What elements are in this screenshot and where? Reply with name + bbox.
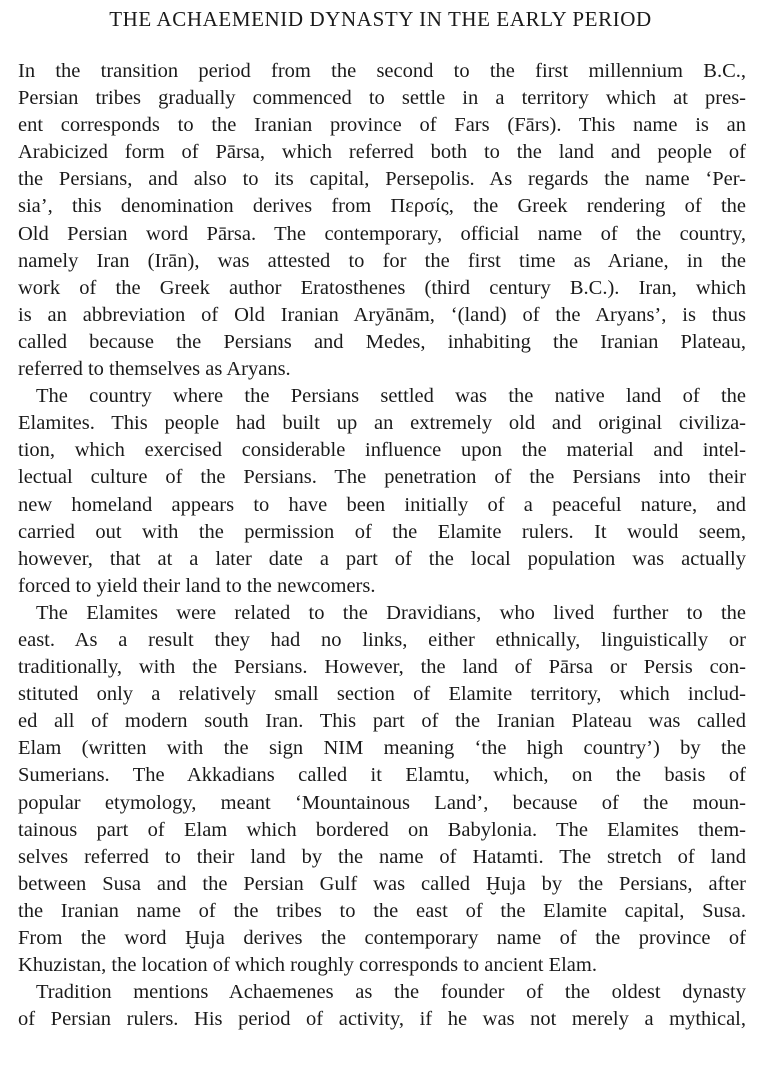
text-line: carried out with the permission of the Elamite rulers. It would seem, xyxy=(18,520,746,543)
text-line: east. As a result they had no links, either ethnically, linguistically or xyxy=(18,628,746,651)
paragraph-4 xyxy=(18,979,746,1033)
body-text xyxy=(18,58,746,1033)
text-line: however, that at a later date a part of the local population was actually xyxy=(18,547,746,570)
text-line: Elamites. This people had built up an extremely old and original civiliza- xyxy=(18,412,746,435)
text-line: stituted only a relatively small section of Elamite territory, which includ- xyxy=(18,683,746,706)
text-line: the Iranian name of the tribes to the east of the Elamite capital, Susa. xyxy=(18,899,746,922)
text-line: Khuzistan, the location of which roughly corresponds to ancient Elam. xyxy=(18,954,597,977)
text-line: Elam (written with the sign NIM meaning ‘the high country’) by the xyxy=(18,737,746,760)
text-line: forced to yield their land to the newcomers. xyxy=(18,574,376,597)
text-line: traditionally, with the Persians. However, the land of Pārsa or Persis con- xyxy=(18,656,746,679)
text-line: called because the Persians and Medes, inhabiting the Iranian Plateau, xyxy=(18,330,746,353)
text-line: of Persian rulers. His period of activity, if he was not merely a mythical, xyxy=(18,1008,746,1031)
text-line: ed all of modern south Iran. This part of the Iranian Plateau was called xyxy=(18,710,746,733)
text-line: referred to themselves as Aryans. xyxy=(18,358,291,381)
text-line: Sumerians. The Akkadians called it Elamtu, which, on the basis of xyxy=(18,764,746,787)
text-line: between Susa and the Persian Gulf was called Ḫuja by the Persians, after xyxy=(18,872,746,895)
text-line: From the word Ḫuja derives the contemporary name of the province of xyxy=(18,927,746,949)
text-line: namely Iran (Irān), was attested to for the first time as Ariane, in the xyxy=(18,249,746,272)
paragraph-1 xyxy=(18,58,746,383)
text-line: ent corresponds to the Iranian province of Fars (Fārs). This name is an xyxy=(18,114,746,137)
text-line: is an abbreviation of Old Iranian Aryānām, ‘(land) of the Aryans’, is thus xyxy=(18,303,746,326)
text-line: the Persians, and also to its capital, Persepolis. As regards the name ‘Per- xyxy=(18,168,746,191)
paragraph-2 xyxy=(18,383,746,600)
text-line: Arabicized form of Pārsa, which referred both to the land and people of xyxy=(18,141,746,164)
text-line: The Elamites were related to the Dravidians, who lived further to the xyxy=(36,601,746,624)
text-line: new homeland appears to have been initially of a peaceful nature, and xyxy=(18,493,746,516)
text-line: tainous part of Elam which bordered on Babylonia. The Elamites them- xyxy=(18,818,746,841)
running-head: THE ACHAEMENID DYNASTY IN THE EARLY PERIOD xyxy=(109,7,652,31)
text-line: Tradition mentions Achaemenes as the founder of the oldest dynasty xyxy=(36,981,746,1004)
paragraph-3 xyxy=(18,600,746,979)
text-line: tion, which exercised considerable influence upon the material and intel- xyxy=(18,439,746,462)
text-line: popular etymology, meant ‘Mountainous Land’, because of the moun- xyxy=(18,791,746,814)
text-line: Old Persian word Pārsa. The contemporary, official name of the country, xyxy=(18,222,746,245)
text-line: Persian tribes gradually commenced to settle in a territory which at pres- xyxy=(18,87,746,110)
text-line: In the transition period from the second to the first millennium B.C., xyxy=(18,60,746,82)
text-line: lectual culture of the Persians. The penetration of the Persians into their xyxy=(18,466,746,489)
text-line: selves referred to their land by the name of Hatamti. The stretch of land xyxy=(18,845,746,868)
text-line: The country where the Persians settled was the native land of the xyxy=(36,385,746,408)
text-line: sia’, this denomination derives from Περσίς, the Greek rendering of the xyxy=(18,195,746,218)
text-line: work of the Greek author Eratosthenes (third century B.C.). Iran, which xyxy=(18,276,746,299)
